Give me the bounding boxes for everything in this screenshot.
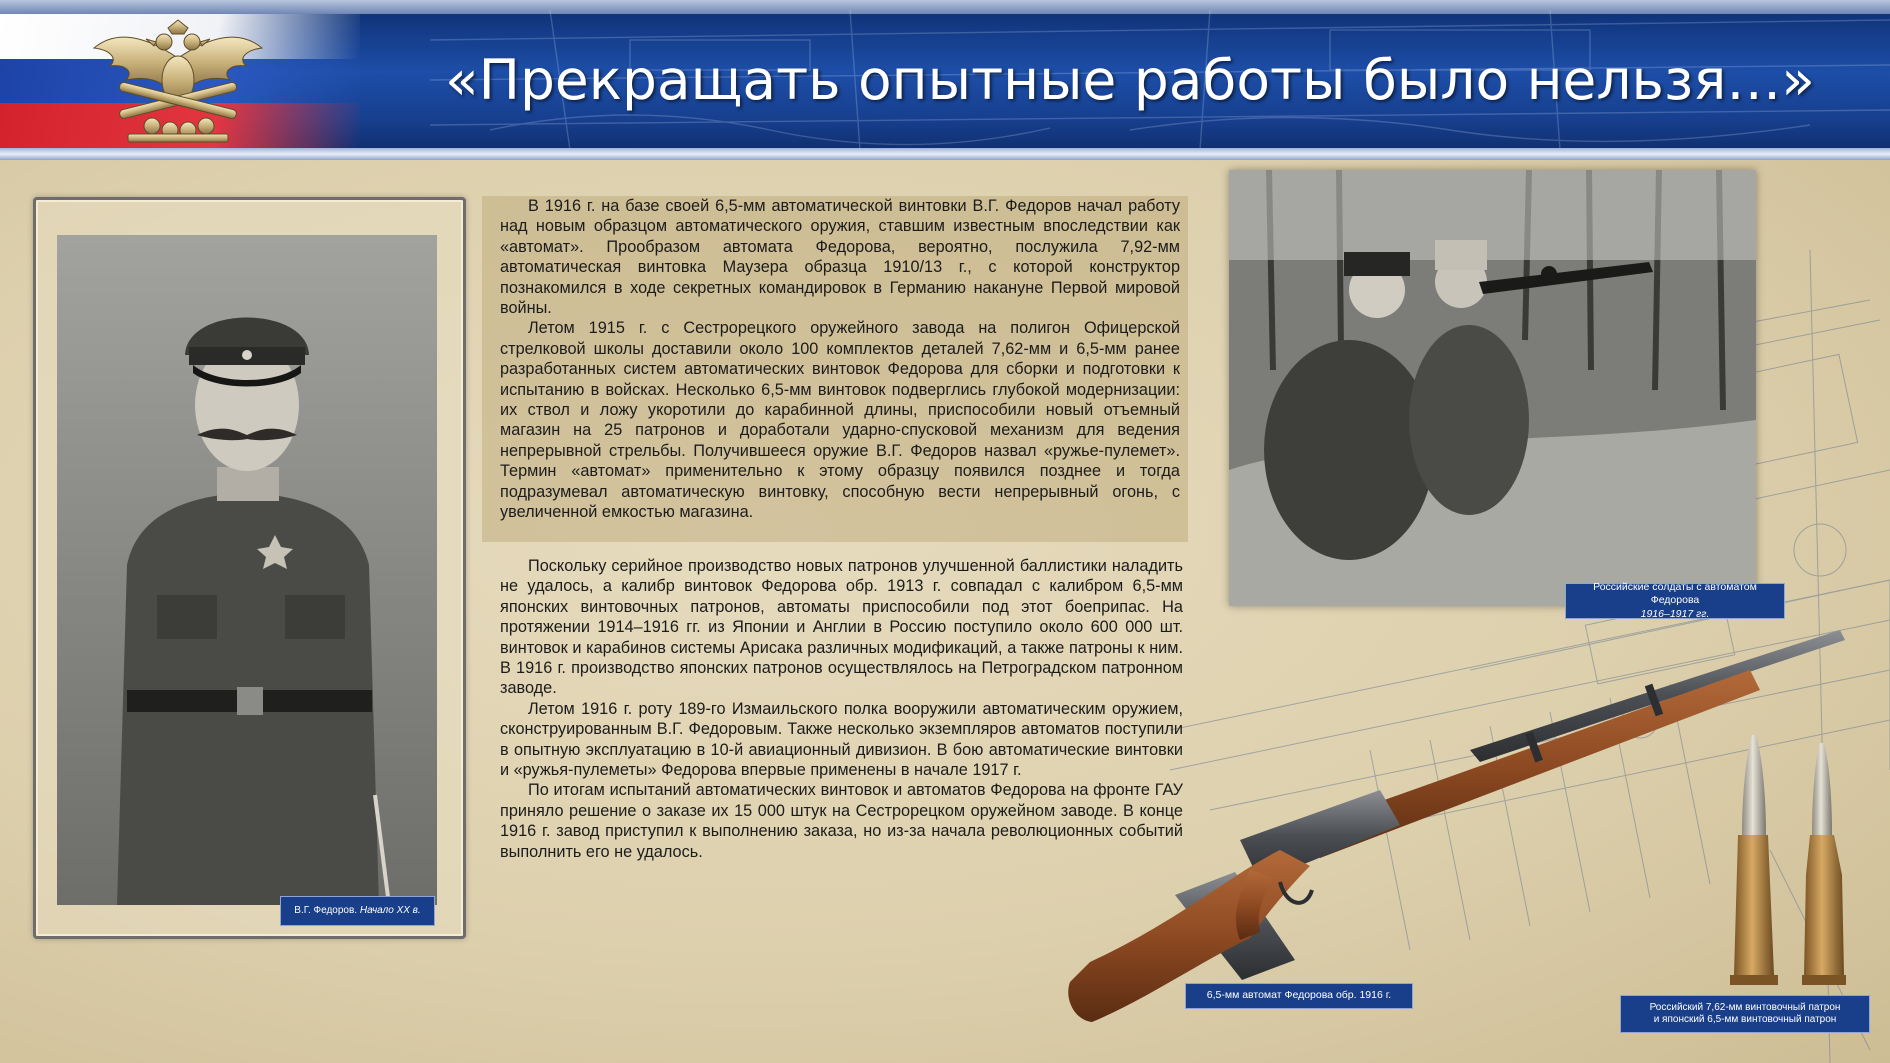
header-bottom-border <box>0 148 1890 160</box>
cartridges-caption-line1: Российский 7,62-мм винтовочный патрон <box>1649 1001 1841 1013</box>
article-paragraph: Летом 1916 г. роту 189-го Измаильского полка вооружили автоматическим оружием, сконструированным В.Г. Федоровым. Также несколько экземпляров автоматов поступили в опытную эксплуатацию в 10-й авиационный дивизион. В бою автоматические винтовки и «ружья-пулеметы» Федорова впервые применены в начале 1917 г. <box>500 699 1183 780</box>
rifle-caption: 6,5-мм автомат Федорова обр. 1916 г. <box>1185 983 1413 1009</box>
cartridges-caption-line2: и японский 6,5-мм винтовочный патрон <box>1653 1014 1837 1025</box>
soldiers-photo-caption <box>1565 583 1785 619</box>
article-paragraph: В 1916 г. на базе своей 6,5-мм автоматической винтовки В.Г. Федоров начал работу над новым образцом автоматического оружия, ставшим известным впоследствии как «автомат». Прообразом автомата Федорова, вероятно, послужила 7,92-мм автоматическая винтовка Маузера образца 1910/13 г., с которой конструктор познакомился в ходе секретных командировок в Германию накануне Первой мировой войны. <box>500 197 1180 318</box>
soldiers-photo <box>1229 170 1756 606</box>
article-paragraph: По итогам испытаний автоматических винтовок и автоматов Федорова на фронте ГАУ приняло решение о заказе их 15 000 штук на Сестрорецком оружейном заводе. В конце 1916 г. завод приступил к выполнению заказа, но из-за начала революционных событий выполнить его не удалось. <box>500 781 1183 861</box>
header-banner <box>0 0 1890 160</box>
article-paragraph: Летом 1915 г. с Сестрорецкого оружейного завода на полигон Офицерской стрелковой школы доставили около 100 комплектов деталей 7,62-мм и 6,5-мм ранее разработанных систем автоматических винтовок Федорова для сборки и подготовки к испытанию в войсках. Несколько 6,5-мм винтовок подверглись глубокой модернизации: их ствол и ложу укоротили до карабинной длины, приспособили новый отъемный магазин на 25 патронов и доработали ударно-спусковой механизм для ведения непрерывной стрельбы. Получившееся оружие В.Г. Федоров назвал «ружье-пулемет». Термин «автомат» применительно к этому образцу появился позднее и тогда подразумевал автоматическую винтовку, способную вести непрерывный огонь, с увеличенной емкостью магазина. <box>500 319 1180 522</box>
fedorov-portrait-illustration <box>57 235 437 905</box>
portrait-caption-date: Начало XX в. <box>359 904 421 916</box>
soldiers-photo-illustration <box>1229 170 1756 606</box>
page-title: «Прекращать опытные работы было нельзя…» <box>445 48 1815 112</box>
portrait-caption <box>280 896 435 926</box>
soldiers-caption-line1: Российские солдаты с автоматом Федорова <box>1593 581 1757 607</box>
portrait-caption-main: В.Г. Федоров. <box>294 904 358 916</box>
cartridges-image <box>1720 735 1870 995</box>
fedorov-portrait-photo <box>57 235 437 905</box>
double-headed-eagle-emblem-icon <box>88 18 268 143</box>
article-top-panel <box>482 196 1188 542</box>
cartridges-caption <box>1620 995 1870 1033</box>
soldiers-caption-line2: 1916–1917 гг. <box>1640 607 1710 620</box>
article-paragraph: Поскольку серийное производство новых патронов улучшенной баллистики наладить не удалось, а калибр винтовок Федорова обр. 1913 г. совпадал с калибром 6,5-мм японских винтовочных патронов, автоматы приспособили под этот боеприпас. На протяжении 1914–1916 гг. из Японии и Англии в Россию поступило около 600 000 шт. винтовок и карабинов системы Арисака различных модификаций, а также патроны к ним. В 1916 г. производство японских патронов осуществлялось на Петроградском патронном заводе. <box>500 557 1183 698</box>
